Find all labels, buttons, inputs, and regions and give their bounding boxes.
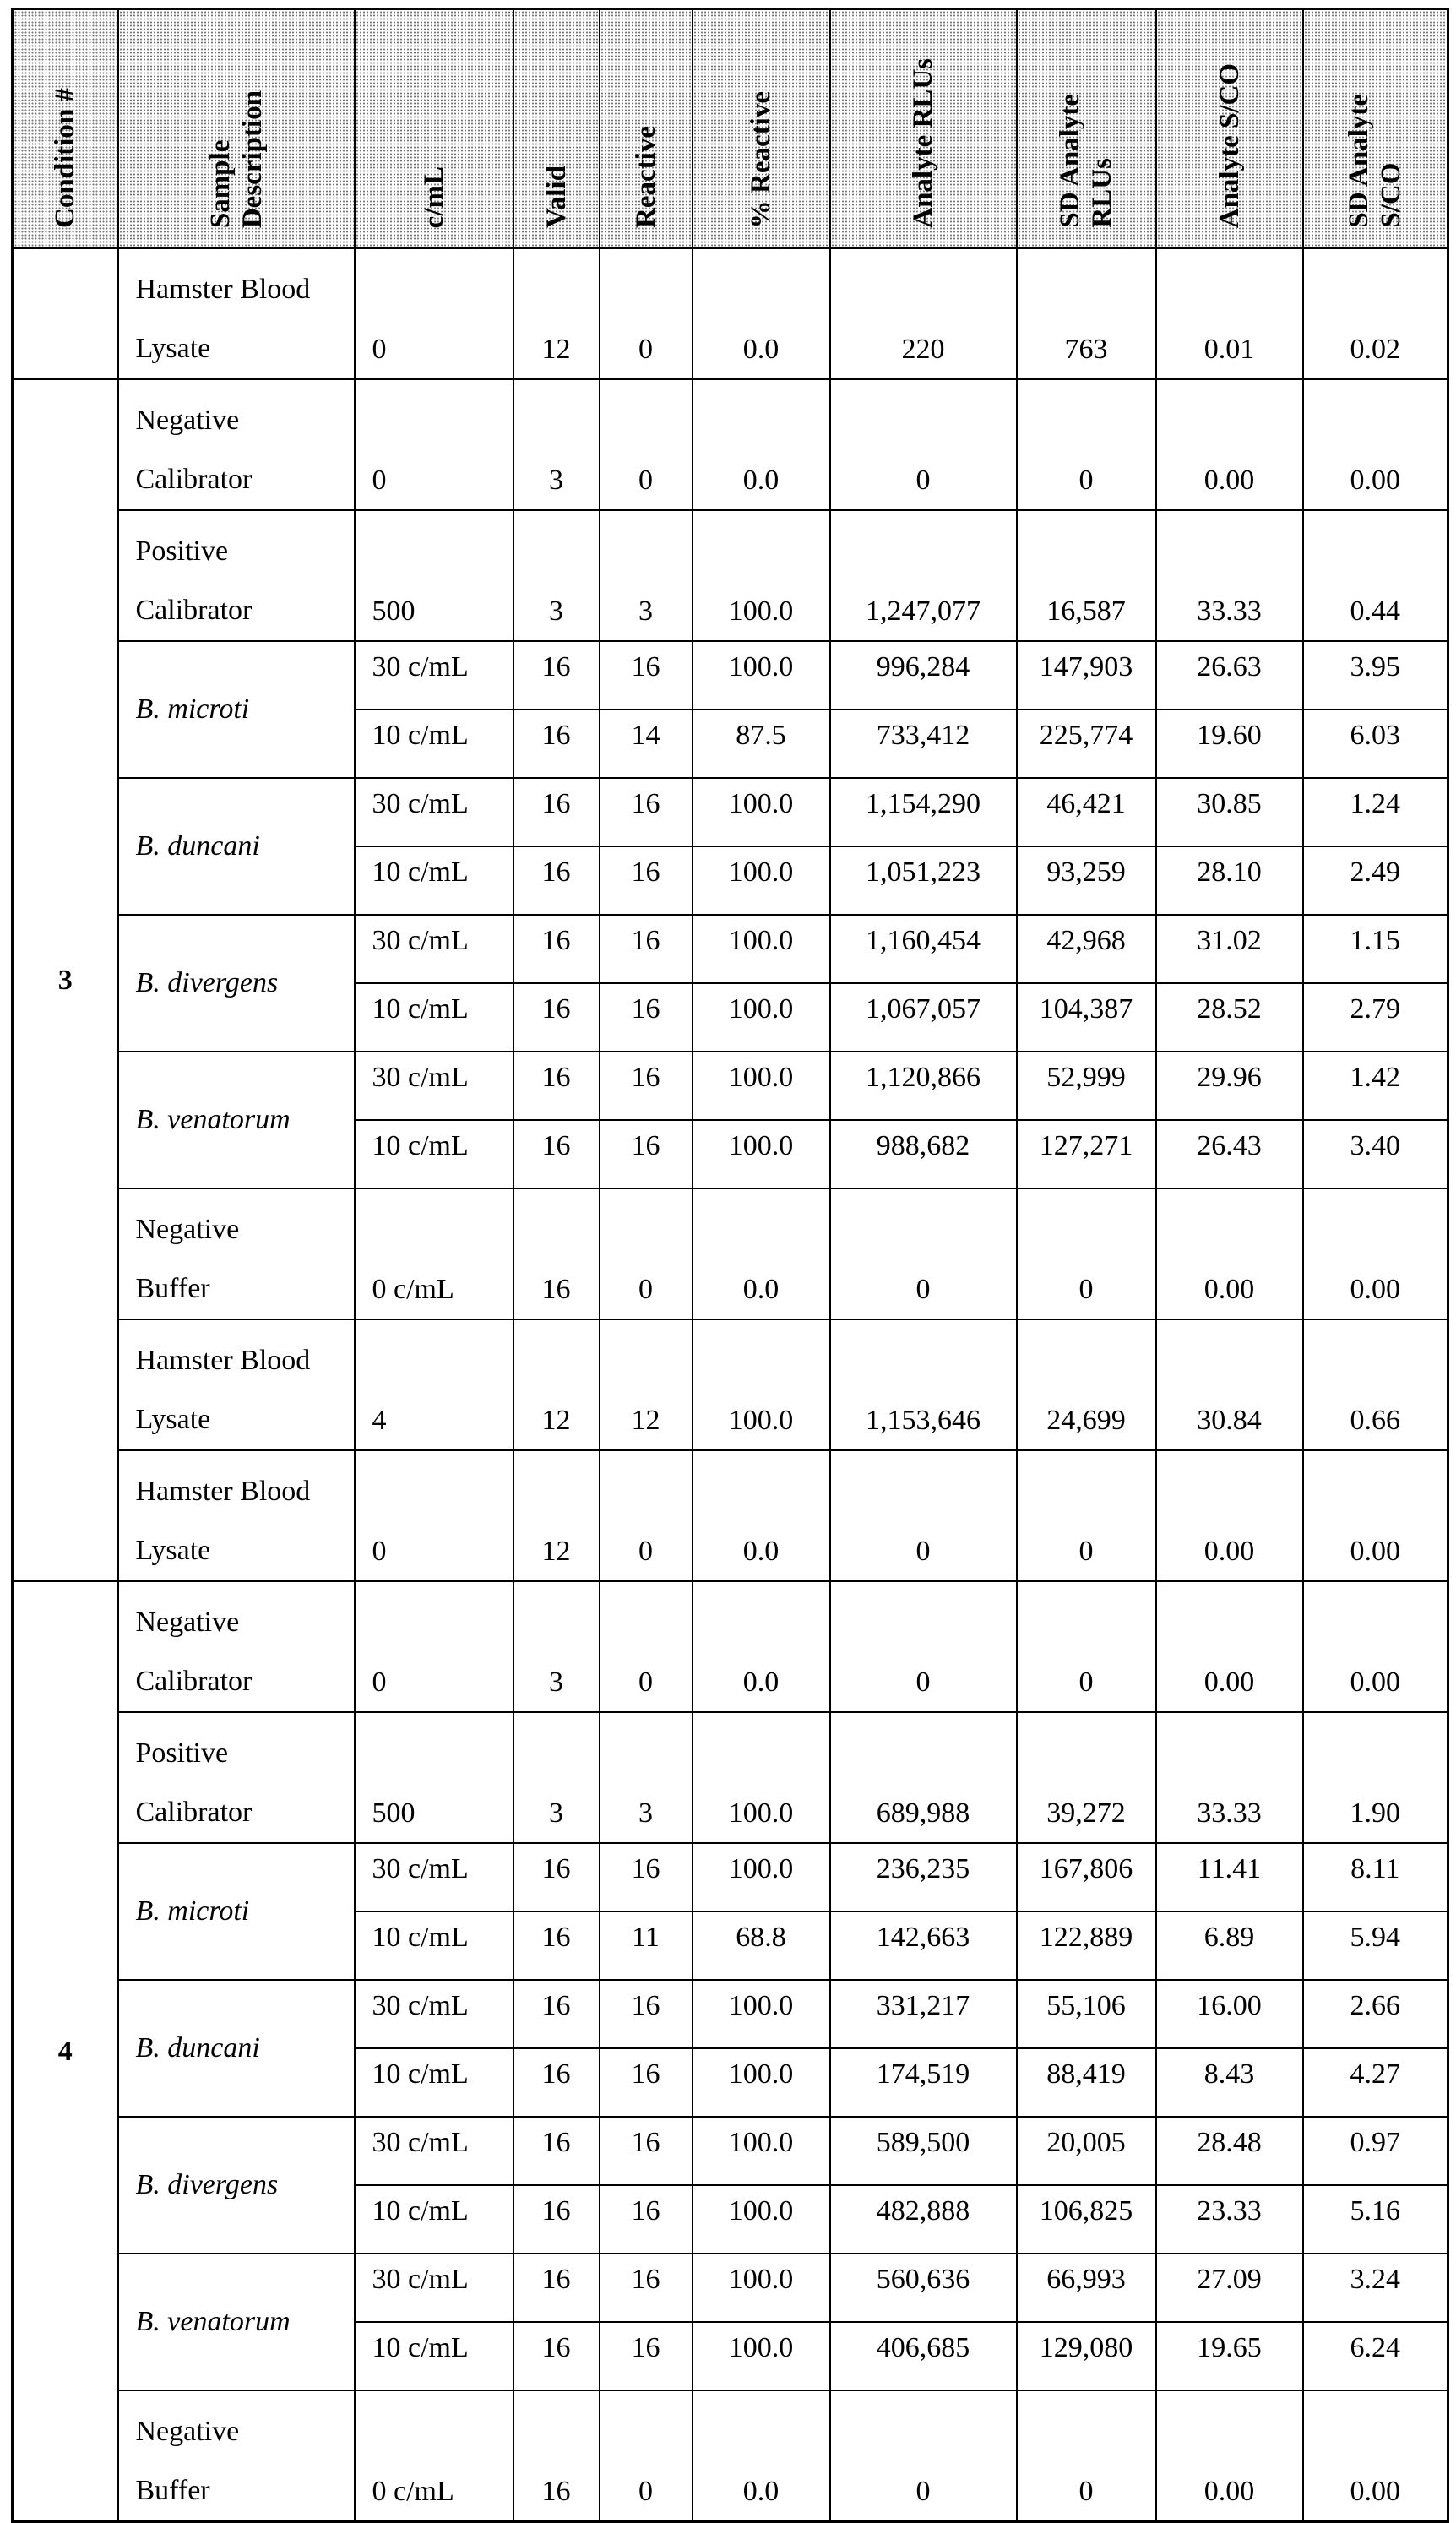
sample-description <box>118 248 355 379</box>
value-cell: 16 <box>600 2185 693 2254</box>
results-table <box>11 8 1449 2523</box>
value-cell: 1,153,646 <box>830 1319 1017 1450</box>
table-row <box>13 1188 1448 1319</box>
table-row <box>13 2117 1448 2185</box>
value-cell: 1,051,223 <box>830 846 1017 915</box>
value-cell: 147,903 <box>1017 641 1156 710</box>
header-line: Analyte S/CO <box>1214 63 1245 228</box>
value-cell: 8.11 <box>1303 1843 1448 1911</box>
value-cell: 16 <box>513 1843 600 1911</box>
description-line: B. venatorum <box>136 2306 291 2337</box>
value-cell: 0 <box>600 379 693 510</box>
description-line: Lysate <box>136 1404 211 1435</box>
table-row <box>13 778 1448 846</box>
value-cell: 3 <box>600 510 693 641</box>
value-cell: 100.0 <box>693 1843 830 1911</box>
value-cell: 16 <box>513 641 600 710</box>
description-line: Calibrator <box>136 1797 253 1828</box>
header-line: % Reactive <box>746 91 776 228</box>
table-row <box>13 510 1448 641</box>
value-cell: 100.0 <box>693 846 830 915</box>
value-cell: 2.79 <box>1303 983 1448 1052</box>
column-header <box>1303 9 1448 249</box>
value-cell: 100.0 <box>693 915 830 983</box>
value-cell: 30.84 <box>1156 1319 1303 1450</box>
value-cell: 28.48 <box>1156 2117 1303 2185</box>
sample-description <box>118 778 355 915</box>
value-cell: 16 <box>600 1980 693 2048</box>
column-header <box>1156 9 1303 249</box>
value-cell: 0 <box>600 248 693 379</box>
value-cell: 16 <box>513 710 600 778</box>
concentration-cell: 10 c/mL <box>355 1911 513 1980</box>
value-cell: 1.15 <box>1303 915 1448 983</box>
concentration-cell: 30 c/mL <box>355 641 513 710</box>
value-cell: 0 <box>1017 1581 1156 1712</box>
table-row <box>13 2254 1448 2322</box>
value-cell: 29.96 <box>1156 1052 1303 1120</box>
value-cell: 6.89 <box>1156 1911 1303 1980</box>
concentration-cell: 30 c/mL <box>355 1980 513 2048</box>
value-cell: 0 <box>600 1450 693 1581</box>
value-cell: 0.00 <box>1303 379 1448 510</box>
value-cell: 1.24 <box>1303 778 1448 846</box>
value-cell: 12 <box>600 1319 693 1450</box>
value-cell: 174,519 <box>830 2048 1017 2117</box>
value-cell: 0 <box>600 1188 693 1319</box>
value-cell: 2.66 <box>1303 1980 1448 2048</box>
concentration-cell: 10 c/mL <box>355 2185 513 2254</box>
value-cell: 87.5 <box>693 710 830 778</box>
value-cell: 0 <box>830 379 1017 510</box>
value-cell: 16 <box>513 1052 600 1120</box>
value-cell: 0.00 <box>1303 1450 1448 1581</box>
value-cell: 16.00 <box>1156 1980 1303 2048</box>
concentration-cell: 0 <box>355 1450 513 1581</box>
value-cell: 0.00 <box>1156 1581 1303 1712</box>
value-cell: 220 <box>830 248 1017 379</box>
value-cell: 3.95 <box>1303 641 1448 710</box>
header-line: Reactive <box>631 126 661 228</box>
value-cell: 225,774 <box>1017 710 1156 778</box>
value-cell: 100.0 <box>693 2048 830 2117</box>
value-cell: 0.0 <box>693 379 830 510</box>
sample-description <box>118 1450 355 1581</box>
value-cell: 6.24 <box>1303 2322 1448 2390</box>
value-cell: 30.85 <box>1156 778 1303 846</box>
column-header-label <box>541 154 573 240</box>
header-line: S/CO <box>1376 163 1406 228</box>
concentration-cell: 10 c/mL <box>355 1120 513 1188</box>
table-row <box>13 1843 1448 1911</box>
concentration-cell: 10 c/mL <box>355 710 513 778</box>
column-header <box>600 9 693 249</box>
table-row <box>13 915 1448 983</box>
concentration-cell: 30 c/mL <box>355 915 513 983</box>
value-cell: 11.41 <box>1156 1843 1303 1911</box>
column-header-label <box>1214 52 1246 240</box>
concentration-cell: 30 c/mL <box>355 2254 513 2322</box>
value-cell: 16 <box>513 1911 600 1980</box>
value-cell: 19.65 <box>1156 2322 1303 2390</box>
value-cell: 66,993 <box>1017 2254 1156 2322</box>
table-row <box>13 1450 1448 1581</box>
table-row <box>13 1980 1448 2048</box>
value-cell: 16 <box>513 2254 600 2322</box>
value-cell: 988,682 <box>830 1120 1017 1188</box>
table-row <box>13 1052 1448 1120</box>
description-line: B. venatorum <box>136 1104 291 1135</box>
value-cell: 16 <box>513 2390 600 2522</box>
value-cell: 0 <box>1017 379 1156 510</box>
value-cell: 406,685 <box>830 2322 1017 2390</box>
column-header <box>513 9 600 249</box>
value-cell: 0.02 <box>1303 248 1448 379</box>
column-header <box>355 9 513 249</box>
value-cell: 16 <box>600 778 693 846</box>
sample-description <box>118 510 355 641</box>
value-cell: 55,106 <box>1017 1980 1156 2048</box>
value-cell: 0.00 <box>1303 1188 1448 1319</box>
value-cell: 52,999 <box>1017 1052 1156 1120</box>
value-cell: 14 <box>600 710 693 778</box>
description-line: Calibrator <box>136 464 253 495</box>
concentration-cell: 10 c/mL <box>355 846 513 915</box>
value-cell: 16 <box>600 2048 693 2117</box>
value-cell: 0.0 <box>693 1450 830 1581</box>
concentration-cell: 500 <box>355 1712 513 1843</box>
concentration-cell: 30 c/mL <box>355 1843 513 1911</box>
concentration-cell: 10 c/mL <box>355 983 513 1052</box>
concentration-cell: 0 <box>355 379 513 510</box>
value-cell: 0 <box>830 1581 1017 1712</box>
value-cell: 100.0 <box>693 641 830 710</box>
value-cell: 1,247,077 <box>830 510 1017 641</box>
value-cell: 0 <box>830 1450 1017 1581</box>
concentration-cell: 0 <box>355 1581 513 1712</box>
value-cell: 100.0 <box>693 1052 830 1120</box>
value-cell: 331,217 <box>830 1980 1017 2048</box>
sample-description <box>118 1319 355 1450</box>
value-cell: 24,699 <box>1017 1319 1156 1450</box>
column-header <box>13 9 118 249</box>
value-cell: 28.52 <box>1156 983 1303 1052</box>
description-line: Buffer <box>136 2475 210 2506</box>
value-cell: 0.97 <box>1303 2117 1448 2185</box>
description-line: Negative <box>136 1607 240 1638</box>
value-cell: 100.0 <box>693 983 830 1052</box>
value-cell: 1,067,057 <box>830 983 1017 1052</box>
concentration-cell: 30 c/mL <box>355 1052 513 1120</box>
concentration-cell: 10 c/mL <box>355 2322 513 2390</box>
sample-description <box>118 1843 355 1980</box>
value-cell: 16 <box>600 1843 693 1911</box>
value-cell: 1,154,290 <box>830 778 1017 846</box>
description-line: Positive <box>136 1737 229 1769</box>
sample-description <box>118 1712 355 1843</box>
value-cell: 16 <box>600 1120 693 1188</box>
column-header-label <box>418 155 450 240</box>
value-cell: 12 <box>513 1319 600 1450</box>
value-cell: 1.42 <box>1303 1052 1448 1120</box>
value-cell: 100.0 <box>693 1120 830 1188</box>
header-line: Sample <box>205 139 236 228</box>
sample-description <box>118 379 355 510</box>
value-cell: 1.90 <box>1303 1712 1448 1843</box>
value-cell: 16 <box>513 983 600 1052</box>
sample-description <box>118 2390 355 2522</box>
value-cell: 104,387 <box>1017 983 1156 1052</box>
description-line: B. duncani <box>136 830 260 862</box>
sample-description <box>118 1188 355 1319</box>
value-cell: 0.0 <box>693 2390 830 2522</box>
column-header <box>693 9 830 249</box>
value-cell: 3 <box>513 1581 600 1712</box>
value-cell: 482,888 <box>830 2185 1017 2254</box>
table-row <box>13 379 1448 510</box>
value-cell: 560,636 <box>830 2254 1017 2322</box>
condition-cell <box>13 248 118 379</box>
value-cell: 0 <box>1017 1450 1156 1581</box>
sample-description <box>118 2117 355 2254</box>
column-header <box>118 9 355 249</box>
concentration-cell: 10 c/mL <box>355 2048 513 2117</box>
value-cell: 3.40 <box>1303 1120 1448 1188</box>
value-cell: 16 <box>513 2322 600 2390</box>
sample-description <box>118 641 355 778</box>
table-row <box>13 641 1448 710</box>
column-header-label <box>745 79 777 240</box>
column-header-label <box>49 76 81 240</box>
value-cell: 5.16 <box>1303 2185 1448 2254</box>
value-cell: 16 <box>513 778 600 846</box>
value-cell: 16 <box>513 1980 600 2048</box>
description-line: Hamster Blood <box>136 274 311 305</box>
description-line: Calibrator <box>136 1666 253 1697</box>
description-line: B. microti <box>136 693 250 725</box>
value-cell: 167,806 <box>1017 1843 1156 1911</box>
description-line: Calibrator <box>136 595 253 626</box>
value-cell: 19.60 <box>1156 710 1303 778</box>
value-cell: 93,259 <box>1017 846 1156 915</box>
value-cell: 127,271 <box>1017 1120 1156 1188</box>
value-cell: 0.00 <box>1156 379 1303 510</box>
column-header <box>1017 9 1156 249</box>
concentration-cell: 4 <box>355 1319 513 1450</box>
sample-description <box>118 2254 355 2390</box>
column-header-label <box>1054 82 1118 240</box>
value-cell: 0 <box>830 2390 1017 2522</box>
description-line: Lysate <box>136 1535 211 1566</box>
value-cell: 0.00 <box>1303 2390 1448 2522</box>
column-header <box>830 9 1017 249</box>
condition-cell: 4 <box>13 1581 118 2522</box>
value-cell: 16 <box>513 915 600 983</box>
value-cell: 689,988 <box>830 1712 1017 1843</box>
value-cell: 16,587 <box>1017 510 1156 641</box>
value-cell: 6.03 <box>1303 710 1448 778</box>
condition-cell: 3 <box>13 379 118 1581</box>
value-cell: 16 <box>513 2185 600 2254</box>
value-cell: 1,120,866 <box>830 1052 1017 1120</box>
value-cell: 129,080 <box>1017 2322 1156 2390</box>
table-row <box>13 1712 1448 1843</box>
description-line: Lysate <box>136 333 211 364</box>
description-line: B. divergens <box>136 2169 279 2200</box>
concentration-cell: 30 c/mL <box>355 2117 513 2185</box>
value-cell: 1,160,454 <box>830 915 1017 983</box>
value-cell: 16 <box>513 2048 600 2117</box>
value-cell: 3 <box>513 379 600 510</box>
header-line: Valid <box>541 166 572 228</box>
value-cell: 3.24 <box>1303 2254 1448 2322</box>
value-cell: 27.09 <box>1156 2254 1303 2322</box>
description-line: Hamster Blood <box>136 1345 311 1376</box>
value-cell: 0.00 <box>1156 1450 1303 1581</box>
value-cell: 0.00 <box>1156 2390 1303 2522</box>
column-header-label <box>204 79 269 240</box>
value-cell: 16 <box>513 1188 600 1319</box>
header-line: c/mL <box>419 166 449 228</box>
value-cell: 236,235 <box>830 1843 1017 1911</box>
value-cell: 733,412 <box>830 710 1017 778</box>
concentration-cell: 30 c/mL <box>355 778 513 846</box>
header-row <box>13 9 1448 249</box>
description-line: B. microti <box>136 1895 250 1927</box>
description-line: Negative <box>136 1214 240 1245</box>
value-cell: 589,500 <box>830 2117 1017 2185</box>
value-cell: 0.00 <box>1156 1188 1303 1319</box>
value-cell: 16 <box>600 983 693 1052</box>
table-row <box>13 248 1448 379</box>
description-line: Negative <box>136 2416 240 2447</box>
value-cell: 16 <box>600 2254 693 2322</box>
value-cell: 100.0 <box>693 510 830 641</box>
description-line: Buffer <box>136 1273 210 1304</box>
concentration-cell: 0 <box>355 248 513 379</box>
value-cell: 16 <box>600 1052 693 1120</box>
value-cell: 3 <box>513 1712 600 1843</box>
value-cell: 16 <box>600 2117 693 2185</box>
sample-description <box>118 1980 355 2117</box>
value-cell: 2.49 <box>1303 846 1448 915</box>
value-cell: 3 <box>513 510 600 641</box>
header-line: Condition # <box>50 88 80 228</box>
value-cell: 16 <box>600 846 693 915</box>
value-cell: 8.43 <box>1156 2048 1303 2117</box>
value-cell: 0.44 <box>1303 510 1448 641</box>
value-cell: 42,968 <box>1017 915 1156 983</box>
value-cell: 0 <box>600 2390 693 2522</box>
value-cell: 26.63 <box>1156 641 1303 710</box>
description-line: B. divergens <box>136 967 279 998</box>
value-cell: 0.0 <box>693 248 830 379</box>
value-cell: 100.0 <box>693 1712 830 1843</box>
description-line: Negative <box>136 405 240 436</box>
concentration-cell: 500 <box>355 510 513 641</box>
value-cell: 0.0 <box>693 1581 830 1712</box>
value-cell: 88,419 <box>1017 2048 1156 2117</box>
value-cell: 100.0 <box>693 778 830 846</box>
value-cell: 11 <box>600 1911 693 1980</box>
value-cell: 0.00 <box>1303 1581 1448 1712</box>
value-cell: 100.0 <box>693 1319 830 1450</box>
value-cell: 0 <box>600 1581 693 1712</box>
description-line: B. duncani <box>136 2032 260 2064</box>
value-cell: 16 <box>513 846 600 915</box>
column-header-label <box>630 114 662 240</box>
value-cell: 16 <box>513 2117 600 2185</box>
value-cell: 39,272 <box>1017 1712 1156 1843</box>
value-cell: 31.02 <box>1156 915 1303 983</box>
value-cell: 28.10 <box>1156 846 1303 915</box>
value-cell: 122,889 <box>1017 1911 1156 1980</box>
description-line: Hamster Blood <box>136 1476 311 1507</box>
column-header-label <box>1343 82 1407 240</box>
value-cell: 16 <box>600 2322 693 2390</box>
value-cell: 3 <box>600 1712 693 1843</box>
value-cell: 0 <box>830 1188 1017 1319</box>
value-cell: 20,005 <box>1017 2117 1156 2185</box>
value-cell: 100.0 <box>693 2117 830 2185</box>
sample-description <box>118 915 355 1052</box>
value-cell: 4.27 <box>1303 2048 1448 2117</box>
value-cell: 106,825 <box>1017 2185 1156 2254</box>
value-cell: 33.33 <box>1156 1712 1303 1843</box>
sample-description <box>118 1581 355 1712</box>
description-line: Positive <box>136 536 229 567</box>
value-cell: 16 <box>600 915 693 983</box>
value-cell: 0 <box>1017 1188 1156 1319</box>
value-cell: 0.0 <box>693 1188 830 1319</box>
header-line: Description <box>237 90 268 228</box>
value-cell: 12 <box>513 248 600 379</box>
value-cell: 100.0 <box>693 2185 830 2254</box>
table-body <box>13 248 1448 2522</box>
value-cell: 68.8 <box>693 1911 830 1980</box>
table-row <box>13 1581 1448 1712</box>
header-line: SD Analyte <box>1055 94 1085 228</box>
value-cell: 46,421 <box>1017 778 1156 846</box>
value-cell: 12 <box>513 1450 600 1581</box>
value-cell: 0 <box>1017 2390 1156 2522</box>
column-header-label <box>907 46 939 240</box>
value-cell: 763 <box>1017 248 1156 379</box>
value-cell: 100.0 <box>693 2254 830 2322</box>
value-cell: 33.33 <box>1156 510 1303 641</box>
header-line: RLUs <box>1087 158 1117 228</box>
concentration-cell: 0 c/mL <box>355 1188 513 1319</box>
value-cell: 100.0 <box>693 1980 830 2048</box>
header-line: Analyte RLUs <box>908 58 938 228</box>
header-line: SD Analyte <box>1344 94 1374 228</box>
table-row <box>13 2390 1448 2522</box>
sample-description <box>118 1052 355 1188</box>
concentration-cell: 0 c/mL <box>355 2390 513 2522</box>
value-cell: 0.01 <box>1156 248 1303 379</box>
value-cell: 5.94 <box>1303 1911 1448 1980</box>
value-cell: 16 <box>513 1120 600 1188</box>
value-cell: 142,663 <box>830 1911 1017 1980</box>
value-cell: 23.33 <box>1156 2185 1303 2254</box>
value-cell: 0.66 <box>1303 1319 1448 1450</box>
value-cell: 996,284 <box>830 641 1017 710</box>
value-cell: 100.0 <box>693 2322 830 2390</box>
value-cell: 26.43 <box>1156 1120 1303 1188</box>
table-row <box>13 1319 1448 1450</box>
value-cell: 16 <box>600 641 693 710</box>
